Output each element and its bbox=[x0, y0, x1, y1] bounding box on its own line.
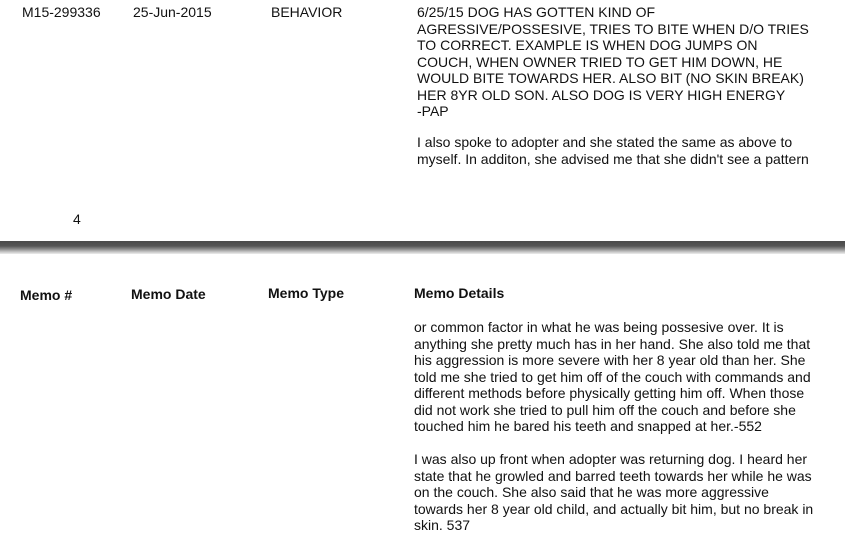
memo-details-line: 6/25/15 DOG HAS GOTTEN KIND OF bbox=[417, 4, 656, 20]
memo-type-cell: BEHAVIOR bbox=[271, 4, 343, 20]
memo-details-paragraph bbox=[417, 4, 809, 120]
memo-details-line: TO CORRECT. EXAMPLE IS WHEN DOG JUMPS ON bbox=[417, 37, 758, 53]
memo-details-line: skin. 537 bbox=[414, 517, 471, 533]
memo-details-line: or common factor in what he was being possesive over. It is bbox=[414, 319, 784, 335]
memo-details-line: touched him he bared his teeth and snapped at her.-552 bbox=[414, 418, 762, 434]
memo-details-line: WOULD BITE TOWARDS HER. ALSO BIT (NO SKIN BREAK) bbox=[417, 70, 804, 86]
memo-details-line: towards her 8 year old child, and actually bit him, but no break in bbox=[414, 500, 814, 517]
memo-details-line: anything she pretty much has in her hand. She also told me that bbox=[414, 335, 811, 352]
memo-details-line: his aggression is more severe with her 8 year old than her. She bbox=[414, 352, 806, 368]
memo-details-line: COUCH, WHEN OWNER TRIED TO GET HIM DOWN, HE bbox=[417, 53, 783, 70]
memo-details-line: I also spoke to adopter and she stated the same as above to bbox=[417, 134, 793, 150]
memo-details-line: AGRESSIVE/POSSESIVE, TRIES TO BITE WHEN D/O TRIES bbox=[417, 20, 809, 37]
page-break-divider bbox=[0, 241, 845, 254]
memo-details-line: myself. In additon, she advised me that she didn't see a pattern bbox=[417, 150, 809, 167]
memo-details-line: different methods before physically getting him off. When those bbox=[414, 385, 805, 401]
memo-details-line: did not work she tried to pull him off the couch and before she bbox=[414, 401, 796, 418]
memo-details-line: I was also up front when adopter was returning dog. I heard her bbox=[414, 451, 808, 467]
memo-details-line: HER 8YR OLD SON. ALSO DOG IS VERY HIGH ENERGY bbox=[417, 86, 786, 103]
column-header-memo-date: Memo Date bbox=[131, 286, 206, 302]
memo-number-cell: M15-299336 bbox=[22, 4, 101, 20]
memo-details-line: told me she tried to get him off of the couch with commands and bbox=[414, 368, 811, 385]
memo-details-paragraph bbox=[417, 134, 809, 167]
column-header-memo-number: Memo # bbox=[20, 287, 73, 303]
memo-details-line: -PAP bbox=[417, 103, 449, 119]
memo-details-line: on the couch. She also said that he was more aggressive bbox=[414, 484, 769, 500]
memo-details-paragraph bbox=[414, 451, 813, 534]
column-header-memo-type: Memo Type bbox=[268, 285, 344, 301]
column-header-memo-details: Memo Details bbox=[414, 285, 505, 301]
page-number: 4 bbox=[73, 211, 81, 227]
memo-details-paragraph bbox=[414, 319, 811, 435]
memo-details-line: state that he growled and barred teeth towards her while he was bbox=[414, 467, 812, 484]
memo-date-cell: 25-Jun-2015 bbox=[133, 4, 212, 20]
